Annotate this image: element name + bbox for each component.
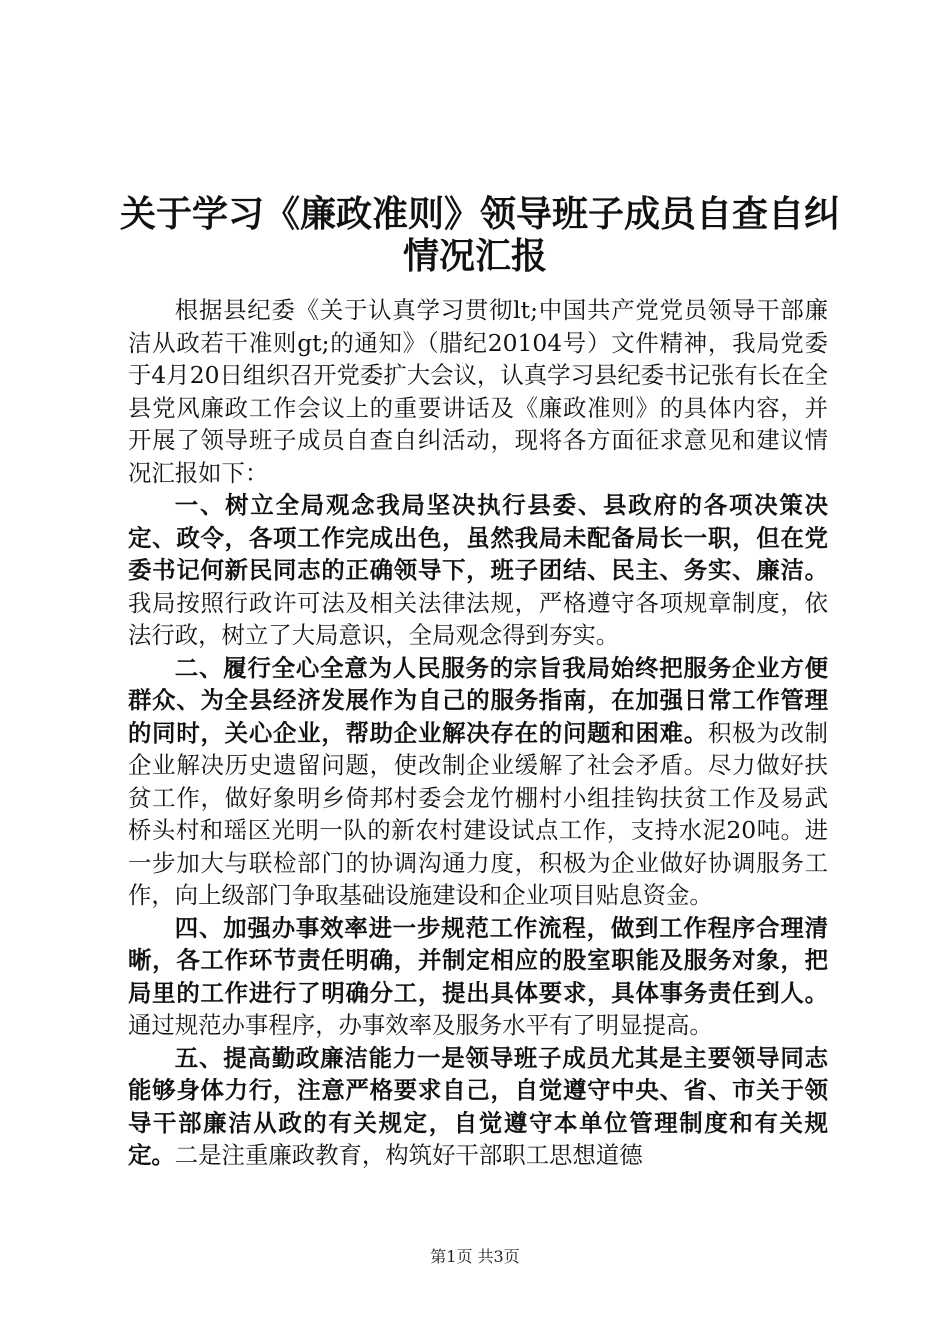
document-title-line2: 情况汇报 [402, 236, 547, 277]
paragraph-section-1 [128, 489, 828, 652]
paragraph-text: 通过规范办事程序，办事效率及服务水平有了明显提高。 [128, 1011, 713, 1039]
paragraph-intro [128, 294, 828, 489]
paragraph-section-5 [128, 1042, 828, 1172]
paragraph-text: 二是注重廉政教育，构筑好干部职工思想道德 [174, 1141, 643, 1169]
page-number-footer: 第1页 共3页 [430, 1247, 520, 1266]
document-title-line1: 关于学习《廉政准则》领导班子成员自查自纠 [120, 194, 841, 235]
paragraph-section-2 [128, 652, 828, 912]
paragraph-text: 我局按照行政许可法及相关法律法规，严格遵守各项规章制度，依法行政，树立了大局意识，全局观念得到夯实。 [128, 588, 828, 649]
paragraph-heading: 五、提高勤政廉洁能力一是领导班子成员尤其是主要领导同志能够身体力行，注意严格要求自己，自觉遵守中央、省、市关于领导干部廉洁从政的有关规定，自觉遵守本单位管理制度和有关规定。 [128, 1043, 828, 1169]
paragraph-section-4 [128, 912, 828, 1042]
paragraph-heading: 四、加强办事效率进一步规范工作流程，做到工作程序合理清晰，各工作环节责任明确，并制定相应的股室职能及服务对象，把局里的工作进行了明确分工，提出具体要求，具体事务责任到人。 [128, 913, 828, 1007]
paragraph-heading: 一、树立全局观念我局坚决执行县委、县政府的各项决策决定、政令，各项工作完成出色，虽然我局未配备局长一职，但在党委书记何新民同志的正确领导下，班子团结、民主、务实、廉洁。 [128, 491, 828, 584]
paragraph-text: 积极为改制企业解决历史遗留问题，使改制企业缓解了社会矛盾。尽力做好扶贫工作，做好象明乡倚邦村委会龙竹棚村小组挂钩扶贫工作及易武桥头村和瑶区光明一队的新农村建设试点工作，支持水泥20吨。进一步加大与联检部门的协调沟通力度，积极为企业做好协调服务工作，向上级部门争取基础设施建设和企业项目贴息资金。 [128, 718, 829, 909]
paragraph-text: 根据县纪委《关于认真学习贯彻lt;中国共产党党员领导干部廉洁从政若干准则gt;的通知》（腊纪20104号）文件精神，我局党委于4月20日组织召开党委扩大会议，认真学习县纪委书记张有长在全县党风廉政工作会议上的重要讲话及《廉政准则》的具体内容，并开展了领导班子成员自查自纠活动，现将各方面征求意见和建议情况汇报如下： [128, 296, 828, 487]
paragraph-heading: 二、履行全心全意为人民服务的宗旨我局始终把服务企业方便群众、为全县经济发展作为自己的服务指南，在加强日常工作管理的同时，关心企业，帮助企业解决存在的问题和困难。 [128, 653, 828, 747]
document-body [128, 294, 828, 1172]
